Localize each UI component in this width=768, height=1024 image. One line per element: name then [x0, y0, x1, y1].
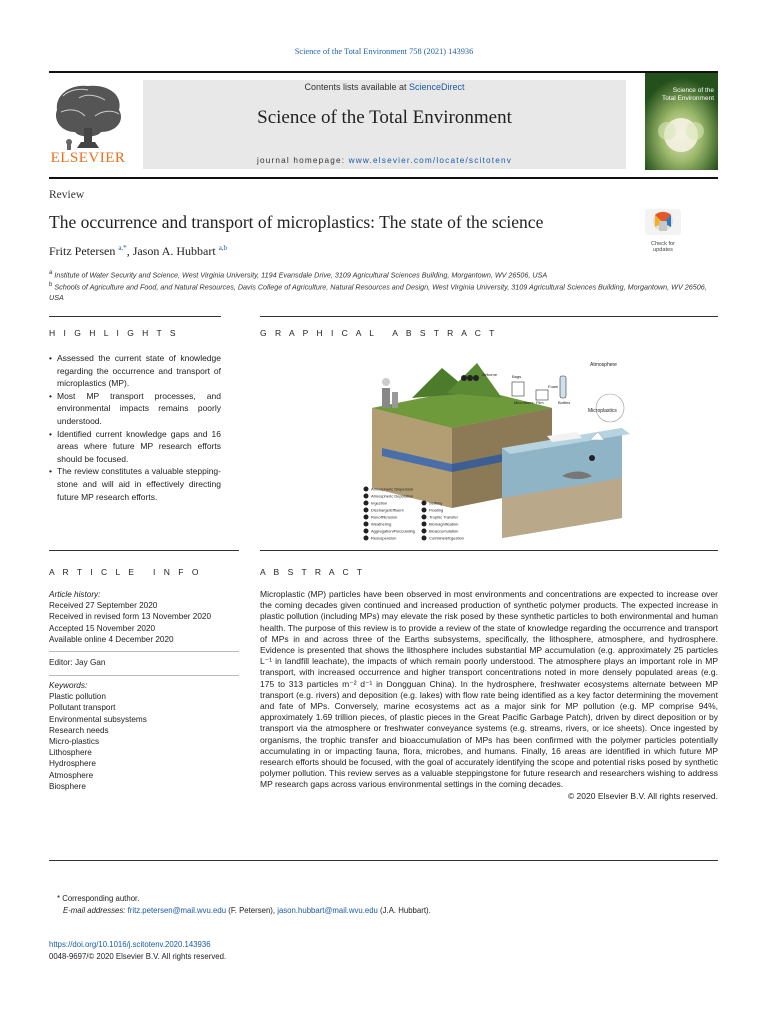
check-for-updates-button[interactable] [645, 209, 681, 253]
ga-legend-item: Floating [429, 507, 444, 513]
ga-legend-item: Bioaccumulation [429, 528, 459, 534]
keyword-item[interactable]: Atmosphere [49, 770, 94, 780]
affiliation-a [49, 268, 718, 280]
ga-label-film: Film [536, 400, 544, 405]
journal-cover-thumbnail[interactable] [645, 73, 718, 170]
abstract-heading: A B S T R A C T [260, 567, 366, 577]
doi-link[interactable]: https://doi.org/10.1016/j.scitotenv.2020.143936 [49, 940, 211, 949]
cover-title-line1: Science of the [672, 87, 714, 94]
affiliation-text: Institute of Water Security and Science, West Virginia University, 1194 Evansdale Drive, 3109 Agricultural Sciences Building, Morgantown, WV 26506, USA [54, 270, 548, 280]
header-rule [49, 71, 718, 73]
ga-label-bags: Bags [512, 374, 522, 379]
header-bottom-rule [49, 177, 718, 179]
email-owner: (F. Petersen), [226, 905, 278, 915]
elsevier-logo[interactable] [49, 76, 127, 168]
highlight-item: • The review constitutes a valuable stepping-stone and will aid in effectively directing future MP research efforts. [49, 465, 221, 503]
sciencedirect-link[interactable]: ScienceDirect [409, 82, 465, 92]
affiliation-marker: b [49, 282, 53, 288]
graphical-abstract-illustration [352, 348, 634, 542]
author-name[interactable]: Jason A. Hubbart [132, 244, 216, 258]
highlight-item: • Identified current knowledge gaps and 16 areas where future MP research efforts should be focused. [49, 428, 221, 466]
ga-legend-item: Weathering [371, 521, 392, 527]
abstract-text: Microplastic (MP) particles have been observed in most environments and concentrations are expected to increase over the coming decades given continued and increased production of synthetic polymer products. The expected increase in plastic pollution (including MPs) may elevate the risk posed by these synthetic particles to both environmental and human health. The purpose of this review is to provide a review of the state of knowledge regarding the occurrence and transport of MPs in and across three of the Earths subsystems, specifically, the lithosphere, atmosphere, and hydrosphere. Evidence is presented that shows the lithosphere includes substantial MP accumulation (e.g. approximately 25 particles L⁻¹ in landfill leachate), the impacts of which remain poorly understood. The atmosphere plays an important role in MP transport, with increased occurrence and higher transport concentrations noted in more densely populated areas (e.g. 175 to 313 particles m⁻² d⁻¹ in Dongguan China). In the hydrosphere, freshwater ecosystems alternate between MP transport (e.g. rivers) and deposition (e.g. lakes) with flow rate being identified as a key factor determining the movement and fate of MPs. Conversely, marine ecosystems act as a major sink for MP pollution (e.g. MP comprise 94%, approximately 1.69 trillion pieces, of plastic pieces in the Great Pacific Garbage Patch), driven by direct deposition or by transport via the atmosphere or freshwater conveyance systems (e.g. streams, rivers, or ice sheets). Once ingested by organisms, the trophic transfer and bioaccumulation of MPs has been confirmed with the polymer particles potentially accumulating in or impacting fauna, flora, microbes, and humans. Finally, 16 areas are identified in which future MP research efforts should be focused, with the goal of accurately identifying the scope and potential risks posed by synthetic polymer pollution. This review serves as a valuable steppingstone for future research and researchers wishing to address MP research gaps across various environmental settings in the coming decades. [260, 589, 718, 790]
abstract-rule [260, 550, 718, 551]
email-owner: (J.A. Hubbart). [377, 905, 431, 915]
affiliation-b [49, 280, 718, 303]
graphical-abstract-rule [260, 316, 718, 317]
keyword-item[interactable]: Pollutant transport [49, 703, 116, 713]
journal-homepage [143, 156, 626, 165]
keyword-item[interactable]: Micro-plastics [49, 737, 100, 747]
footnote-asterisk: * [57, 894, 63, 903]
keyword-item[interactable]: Biosphere [49, 781, 86, 791]
ga-legend-item: Atmospheric Dispersion [371, 486, 414, 492]
ga-label-bottles: Bottles [558, 400, 571, 405]
check-updates-label: Check for updates [651, 241, 675, 253]
editor-line: Editor: Jay Gan [49, 658, 106, 667]
history-label: Article history: [49, 590, 101, 599]
author-affiliation-marker[interactable]: a,* [118, 244, 127, 252]
ga-legend-item: Combined/Egestion [429, 535, 464, 541]
footer-rule [49, 860, 718, 861]
email-link-hubbart[interactable]: jason.hubbart@mail.wvu.edu [277, 905, 378, 915]
journal-title: Science of the Total Environment [257, 107, 512, 128]
article-info-rule [49, 550, 239, 551]
keyword-item[interactable]: Research needs [49, 725, 109, 735]
highlights-rule [49, 316, 221, 317]
article-info-heading: A R T I C L E I N F O [49, 567, 202, 577]
keyword-item[interactable]: Plastic pollution [49, 692, 106, 702]
graphical-abstract-heading: G R A P H I C A L A B S T R A C T [260, 328, 498, 338]
abstract-copyright: © 2020 Elsevier B.V. All rights reserved. [567, 790, 718, 801]
ga-label-foam: Foam [548, 384, 559, 389]
article-title: The occurrence and transport of microplastics: The state of the science [49, 212, 544, 232]
graphical-abstract-figure[interactable] [352, 348, 634, 542]
email-link-petersen[interactable]: fritz.petersen@mail.wvu.edu [127, 905, 227, 915]
ga-legend-item: Runoff/Erosion [371, 514, 398, 520]
ga-legend-item: Settling [429, 500, 443, 506]
ga-label-microfibers: Microfibers [514, 400, 534, 405]
keyword-item[interactable]: Hydrosphere [49, 759, 96, 769]
journal-citation-link[interactable]: Science of the Total Environment 758 (2021) 143936 [294, 47, 474, 56]
doi-block [49, 939, 226, 962]
contents-prefix: Contents lists available at [304, 82, 410, 92]
keywords-block [49, 680, 239, 792]
ga-label-airborne: Airborne [482, 372, 498, 377]
history-item: Accepted 15 November 2020 [49, 623, 156, 633]
info-divider [49, 651, 239, 652]
article-type: Review [49, 189, 85, 201]
corresponding-label: Corresponding author. [62, 894, 140, 903]
ga-legend-item: Ingestion [371, 500, 388, 506]
ga-legend-item: Atmospheric Deposition [371, 493, 414, 499]
email-label: E-mail addresses: [63, 905, 128, 915]
cover-title-line2: Total Environment [661, 95, 714, 102]
ga-legend-item: Aggregation/Flocculating [371, 528, 416, 534]
author-list: Fritz Petersen $^{a,*}$, Jason A. Hubbart $^{a,b}$ [49, 244, 228, 258]
corresponding-footnote [49, 893, 726, 916]
author-affiliation-marker[interactable]: a,b [218, 244, 228, 252]
homepage-link[interactable]: www.elsevier.com/locate/scitotenv [348, 156, 513, 165]
keyword-item[interactable]: Environmental subsystems [49, 714, 147, 724]
info-divider [49, 675, 239, 676]
history-item: Received 27 September 2020 [49, 601, 158, 611]
ga-legend-item: Discharge/Effluent [371, 507, 404, 513]
keywords-label: Keywords: [49, 681, 88, 690]
affiliation-text: Schools of Agriculture and Food, and Natural Resources, Davis College of Agriculture, Natural Resources and Design, West Virginia University, 3109 Agricultural Sciences Building, Morgantown, WV 26506, USA [49, 282, 707, 303]
abstract-body [260, 589, 718, 802]
ga-legend-item: Biomagnification [429, 521, 459, 527]
author-name[interactable]: Fritz Petersen [49, 244, 116, 258]
check-updates-icon [645, 209, 681, 235]
history-item: Received in revised form 13 November 2020 [49, 612, 212, 622]
contents-line [143, 82, 626, 92]
ga-label-microplastics: Microplastics [588, 408, 617, 414]
ga-label-atmosphere: Atmosphere [590, 362, 617, 368]
ga-legend-item: Trophic Transfer [429, 514, 458, 520]
highlights-heading: H I G H L I G H T S [49, 328, 179, 338]
keyword-item[interactable]: Lithosphere [49, 748, 92, 758]
history-item: Available online 4 December 2020 [49, 634, 174, 644]
highlights-list [49, 352, 221, 503]
affiliation-marker: a [49, 270, 53, 276]
highlight-item: • Assessed the current state of knowledge regarding the occurrence and transport of microplastics (MP). [49, 352, 221, 390]
homepage-prefix: journal homepage: [256, 156, 349, 165]
elsevier-wordmark: ELSEVIER [50, 150, 126, 166]
highlight-item: • Most MP transport processes, and environmental impacts remains poorly understood. [49, 390, 221, 428]
ga-legend-item: Resuspension [371, 535, 397, 541]
article-history [49, 589, 239, 645]
issn-line: 0048-9697/© 2020 Elsevier B.V. All rights reserved. [49, 951, 227, 961]
